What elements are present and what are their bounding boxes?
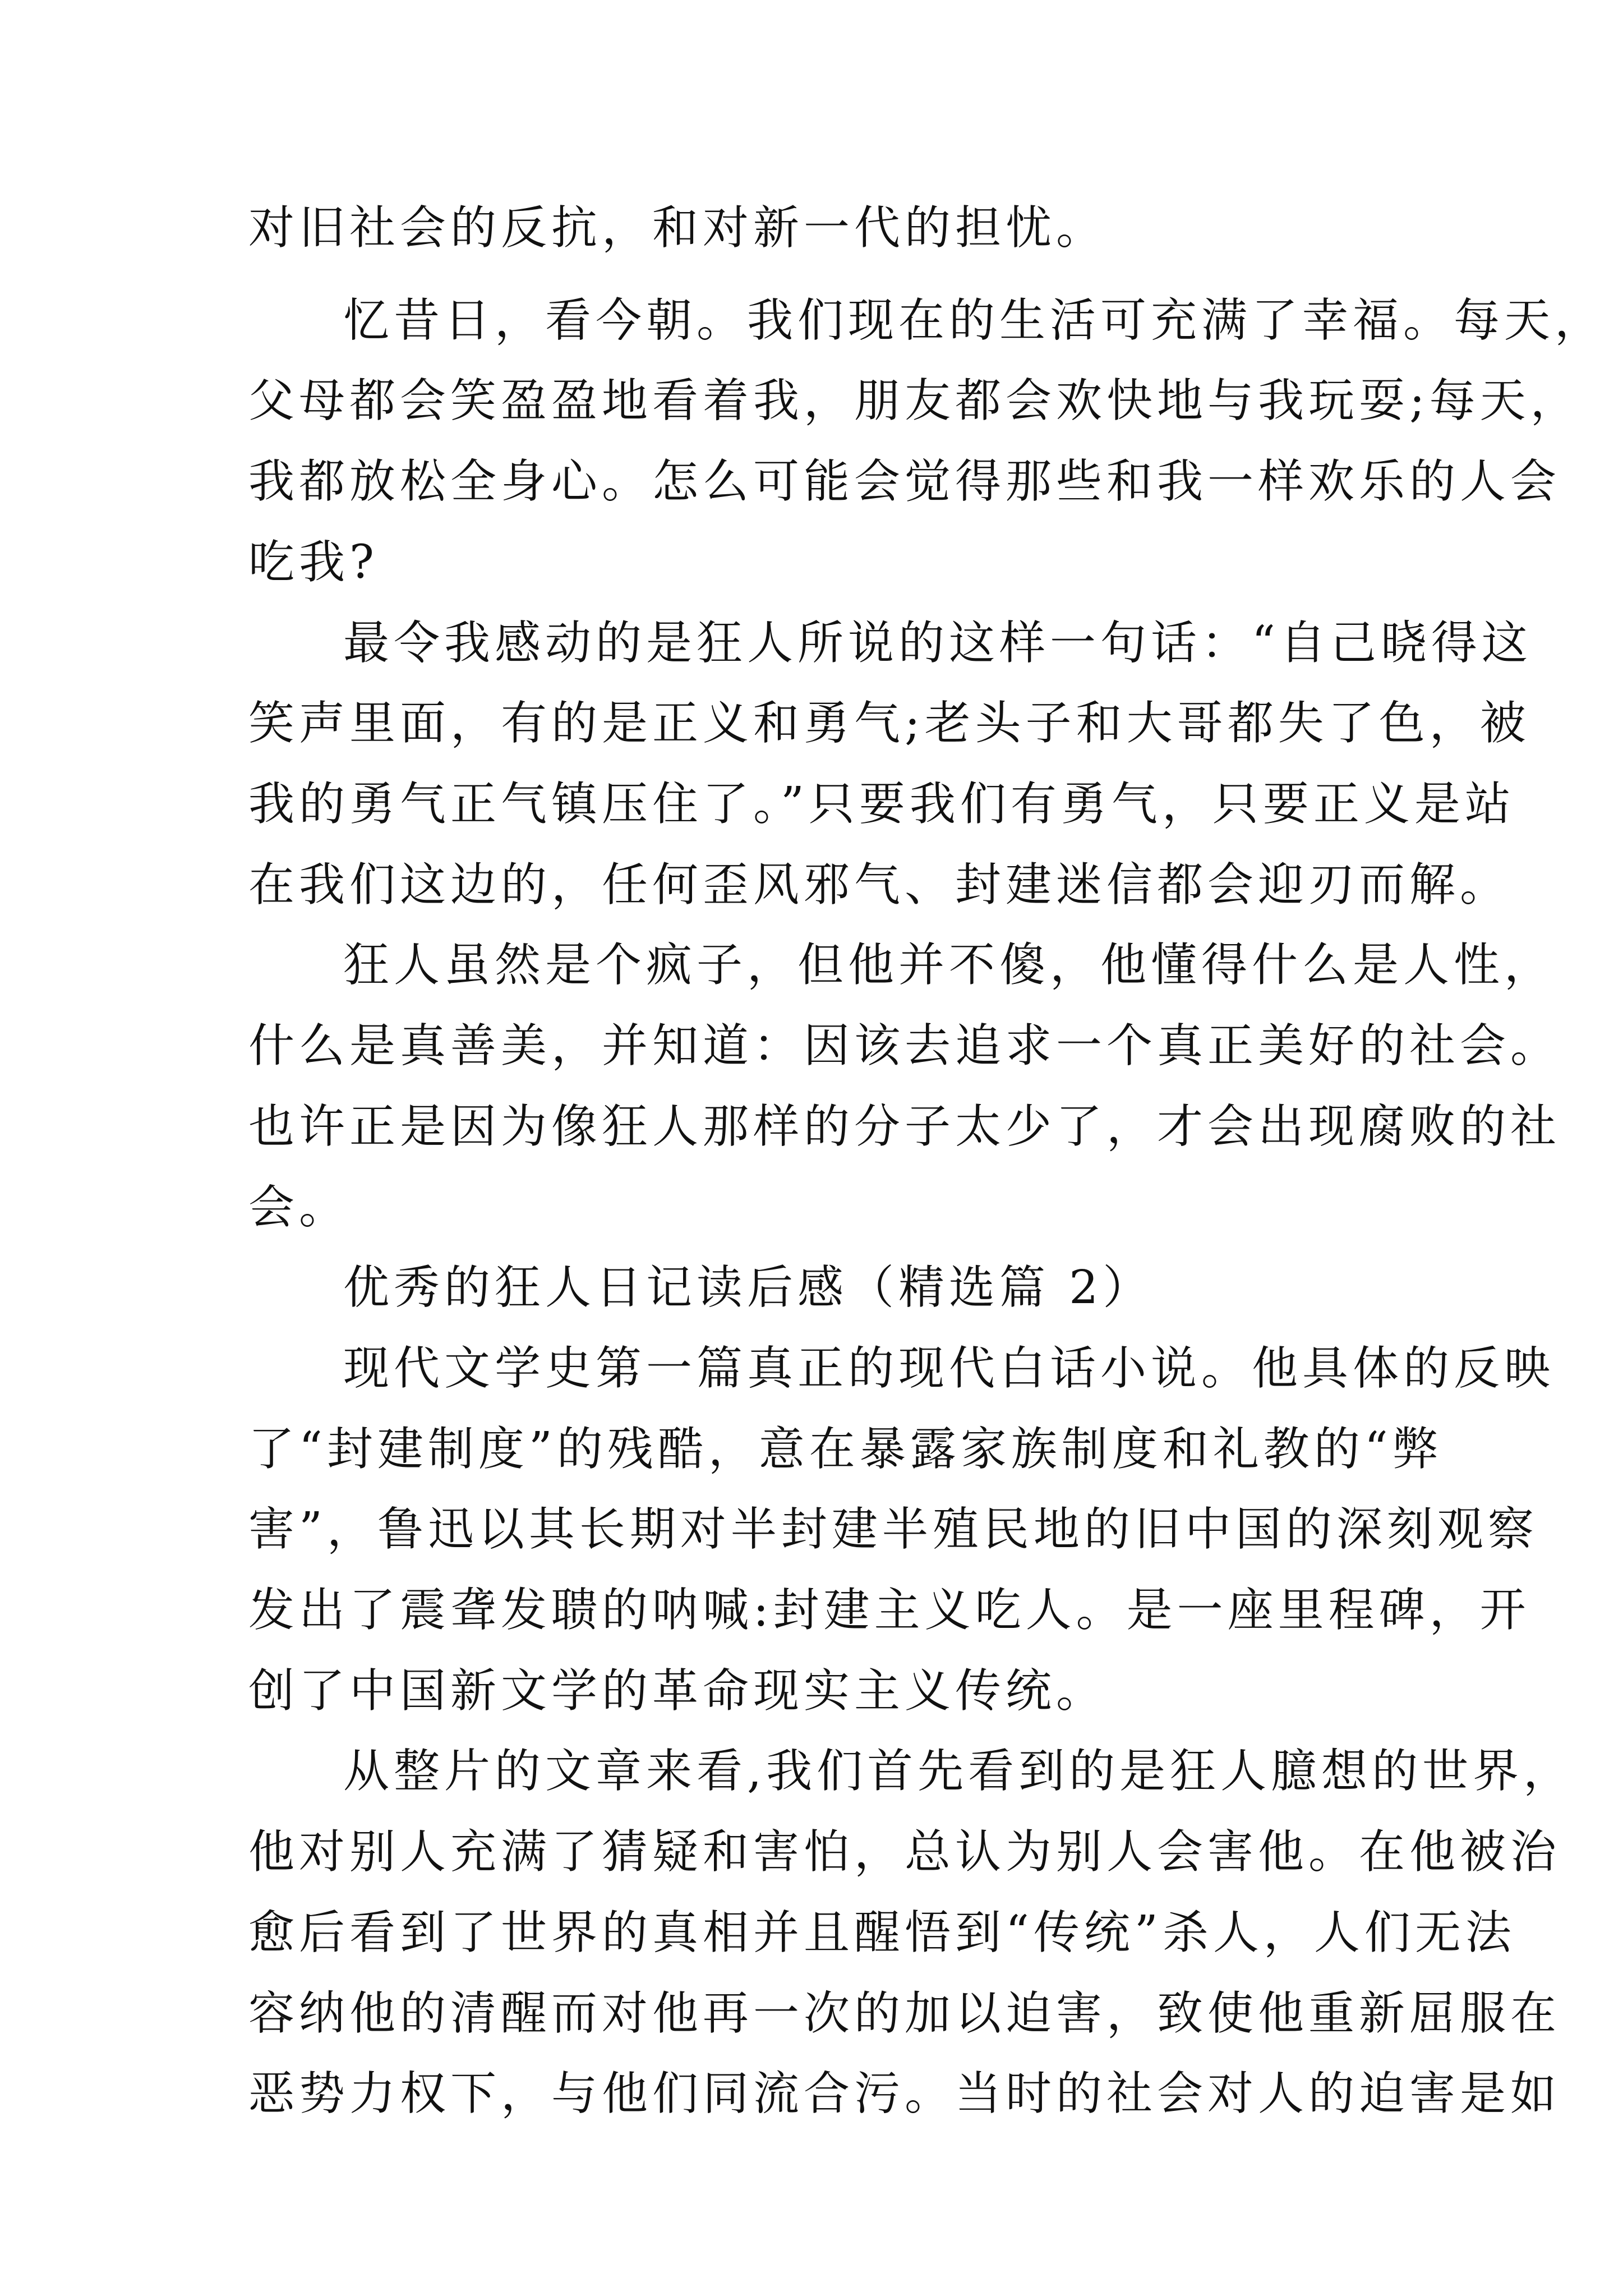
text-line: 父母都会笑盈盈地看着我，朋友都会欢快地与我玩耍;每天， — [248, 374, 1581, 427]
text-line: 笑声里面，有的是正义和勇气;老头子和大哥都失了色，被 — [248, 697, 1530, 750]
text-line: 也许正是因为像狂人那样的分子太少了，才会出现腐败的社 — [248, 1100, 1561, 1153]
text-line: 最令我感动的是狂人所说的这样一句话：“自己晓得这 — [343, 616, 1532, 670]
text-line: 容纳他的清醒而对他再一次的加以迫害，致使他重新屈服在 — [248, 1987, 1561, 2040]
text-line: 我都放松全身心。怎么可能会觉得那些和我一样欢乐的人会 — [248, 455, 1561, 508]
text-line: 发出了震聋发聩的呐喊:封建主义吃人。是一座里程碑，开 — [248, 1584, 1530, 1637]
text-line: 恶势力权下，与他们同流合污。当时的社会对人的迫害是如 — [248, 2067, 1561, 2120]
text-line: 愈后看到了世界的真相并且醒悟到“传统”杀人，人们无法 — [248, 1906, 1516, 1959]
text-line: 忆昔日，看今朝。我们现在的生活可充满了幸福。每天， — [343, 294, 1606, 347]
text-line: 会。 — [248, 1181, 350, 1234]
text-line: 害”，鲁迅以其长期对半封建半殖民地的旧中国的深刻观察 — [248, 1503, 1538, 1556]
text-line: 我的勇气正气镇压住了。”只要我们有勇气，只要正义是站 — [248, 777, 1515, 831]
text-line: 什么是真善美，并知道：因该去追求一个真正美好的社会。 — [248, 1019, 1561, 1073]
text-line: 狂人虽然是个疯子，但他并不傻，他懂得什么是人性， — [343, 938, 1555, 992]
text-line: 现代文学史第一篇真正的现代白话小说。他具体的反映 — [343, 1342, 1555, 1395]
text-line: 对旧社会的反抗，和对新一代的担忧。 — [248, 201, 1107, 255]
text-line: 了“封建制度”的残酷，意在暴露家族制度和礼教的“弊 — [248, 1423, 1443, 1476]
text-line: 从整片的文章来看,我们首先看到的是狂人臆想的世界， — [343, 1745, 1574, 1798]
text-line: 吃我? — [248, 536, 379, 589]
text-line: 他对别人充满了猜疑和害怕，总认为别人会害他。在他被治 — [248, 1825, 1561, 1879]
section-heading: 优秀的狂人日记读后感（精选篇 2） — [343, 1261, 1154, 1314]
text-line: 创了中国新文学的革命现实主义传统。 — [248, 1664, 1107, 1718]
text-line: 在我们这边的，任何歪风邪气、封建迷信都会迎刃而解。 — [248, 858, 1511, 912]
